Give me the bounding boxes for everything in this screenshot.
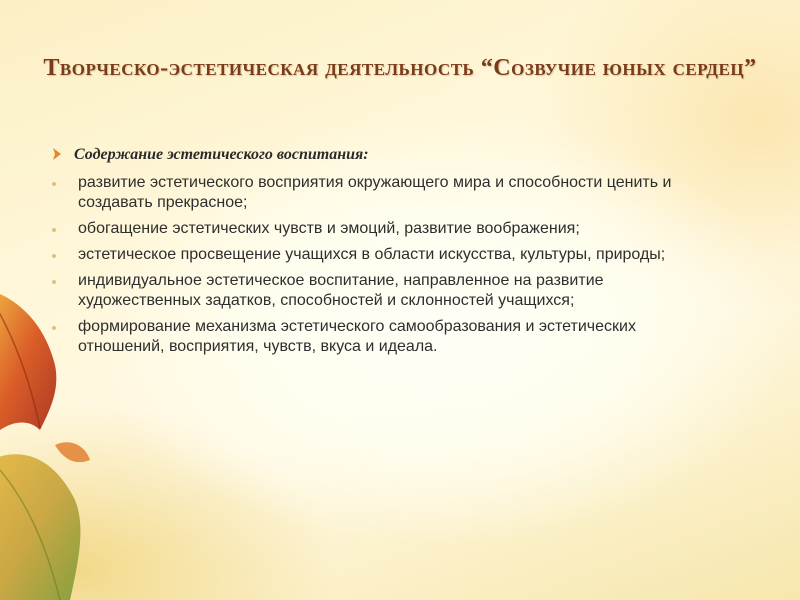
slide-content xyxy=(52,145,692,363)
list-item-text: обогащение эстетических чувств и эмоций, развитие воображения; xyxy=(78,220,580,237)
list-item-text: эстетическое просвещение учащихся в области искусства, культуры, природы; xyxy=(78,246,666,263)
dot-bullet-icon xyxy=(52,254,56,258)
dot-bullet-icon xyxy=(52,280,56,284)
list-item xyxy=(52,271,692,311)
list-item xyxy=(52,173,692,213)
list-item xyxy=(52,219,692,239)
dot-bullet-icon xyxy=(52,326,56,330)
content-list xyxy=(52,173,692,357)
list-item-text: индивидуальное эстетическое воспитание, направленное на развитие художественных задатков, способностей и склонностей учащихся; xyxy=(78,272,604,309)
list-item xyxy=(52,317,692,357)
dot-bullet-icon xyxy=(52,182,56,186)
content-heading: Содержание эстетического воспитания: xyxy=(74,146,369,163)
list-item-text: формирование механизма эстетического самообразования и эстетических отношений, восприятия, чувств, вкуса и идеала. xyxy=(78,318,636,355)
arrow-bullet-icon xyxy=(52,147,62,161)
heading-row xyxy=(52,145,692,165)
list-item-text: развитие эстетического восприятия окружающего мира и способности ценить и создавать прекрасное; xyxy=(78,174,672,211)
slide-title: Творческо-эстетическая деятельность “Созвучие юных сердец” xyxy=(43,55,757,81)
list-item xyxy=(52,245,692,265)
dot-bullet-icon xyxy=(52,228,56,232)
